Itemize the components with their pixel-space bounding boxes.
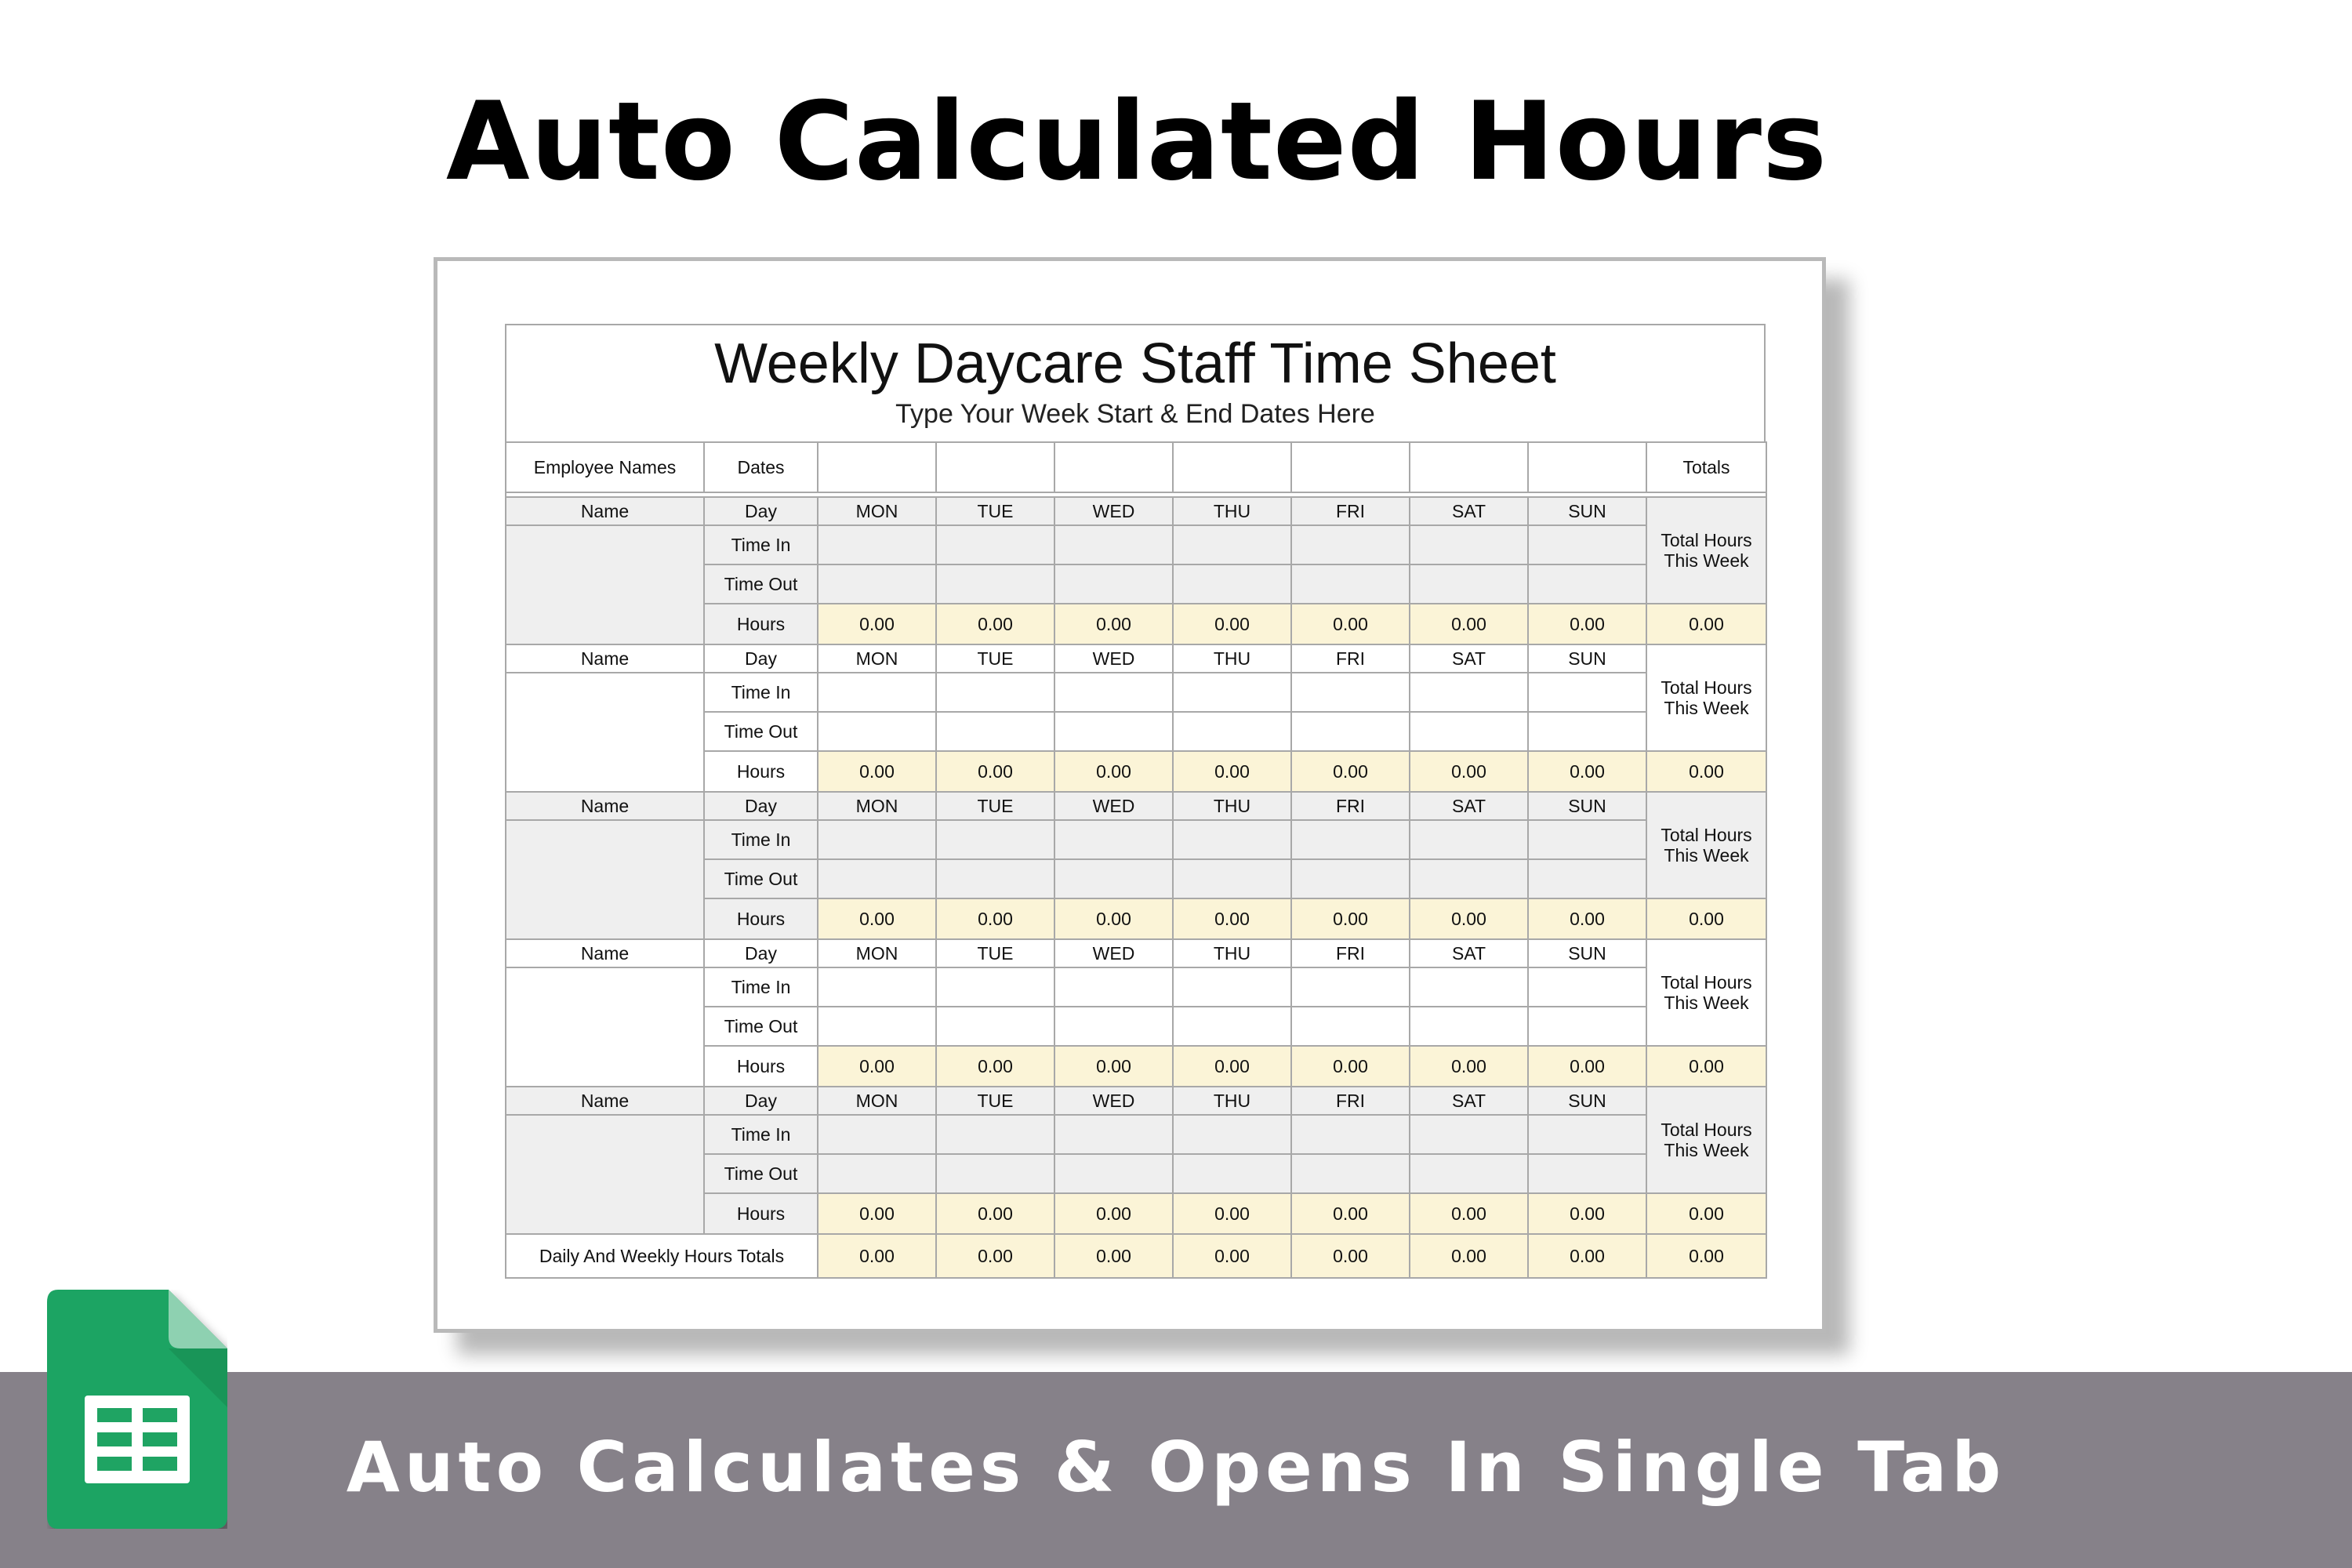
daily-total-wed: 0.00 (1054, 1234, 1173, 1278)
day-header-thu: THU (1173, 939, 1291, 967)
daily-total-sat: 0.00 (1410, 1234, 1528, 1278)
time-in-mon[interactable] (818, 1115, 936, 1154)
hours-wed: 0.00 (1054, 1046, 1173, 1087)
header-row (506, 442, 1766, 492)
time-in-mon[interactable] (818, 525, 936, 564)
time-out-mon[interactable] (818, 859, 936, 898)
time-in-mon[interactable] (818, 967, 936, 1007)
total-hours-label (1646, 1087, 1766, 1193)
time-in-thu[interactable] (1173, 820, 1291, 859)
time-out-sun[interactable] (1528, 712, 1646, 751)
date-input-tue[interactable] (936, 442, 1054, 492)
date-input-wed[interactable] (1054, 442, 1173, 492)
hours-wed: 0.00 (1054, 1193, 1173, 1234)
employee-name-input[interactable] (506, 1115, 704, 1234)
day-header-fri: FRI (1291, 644, 1410, 673)
date-input-sat[interactable] (1410, 442, 1528, 492)
total-hours-label (1646, 939, 1766, 1046)
day-header-fri: FRI (1291, 497, 1410, 525)
total-hours-label (1646, 792, 1766, 898)
totals-row (506, 1234, 1766, 1278)
day-header-fri: FRI (1291, 1087, 1410, 1115)
hours-thu: 0.00 (1173, 1046, 1291, 1087)
date-input-mon[interactable] (818, 442, 936, 492)
time-out-fri[interactable] (1291, 564, 1410, 604)
total-hours-label-line1: Total Hours (1661, 972, 1752, 993)
time-out-thu[interactable] (1173, 564, 1291, 604)
hours-thu: 0.00 (1173, 604, 1291, 644)
name-label: Name (506, 644, 704, 673)
day-header-sun: SUN (1528, 1087, 1646, 1115)
time-in-fri[interactable] (1291, 525, 1410, 564)
employee-name-input[interactable] (506, 673, 704, 792)
employee-name-input[interactable] (506, 820, 704, 939)
day-header-mon: MON (818, 792, 936, 820)
timesheet-table (505, 441, 1767, 1279)
time-out-tue[interactable] (936, 712, 1054, 751)
day-header-mon: MON (818, 939, 936, 967)
day-header-wed: WED (1054, 644, 1173, 673)
time-in-tue[interactable] (936, 820, 1054, 859)
time-in-label: Time In (704, 967, 818, 1007)
day-header-mon: MON (818, 497, 936, 525)
time-in-label: Time In (704, 525, 818, 564)
time-out-label: Time Out (704, 1154, 818, 1193)
daily-total-fri: 0.00 (1291, 1234, 1410, 1278)
hours-mon: 0.00 (818, 604, 936, 644)
employee-names-header: Employee Names (506, 442, 704, 492)
time-out-fri[interactable] (1291, 712, 1410, 751)
hours-fri: 0.00 (1291, 1193, 1410, 1234)
date-input-sun[interactable] (1528, 442, 1646, 492)
time-in-wed[interactable] (1054, 967, 1173, 1007)
hours-mon: 0.00 (818, 1046, 936, 1087)
hours-thu: 0.00 (1173, 898, 1291, 939)
name-label: Name (506, 1087, 704, 1115)
weekly-total: 0.00 (1646, 1046, 1766, 1087)
day-header-tue: TUE (936, 1087, 1054, 1115)
hours-wed: 0.00 (1054, 898, 1173, 939)
weekly-total: 0.00 (1646, 1193, 1766, 1234)
time-out-wed[interactable] (1054, 859, 1173, 898)
time-in-row (506, 967, 1766, 1007)
time-in-fri[interactable] (1291, 820, 1410, 859)
time-out-label: Time Out (704, 564, 818, 604)
hours-wed: 0.00 (1054, 604, 1173, 644)
day-header-thu: THU (1173, 497, 1291, 525)
time-in-sat[interactable] (1410, 967, 1528, 1007)
time-in-thu[interactable] (1173, 673, 1291, 712)
day-header-sun: SUN (1528, 939, 1646, 967)
hours-sun: 0.00 (1528, 898, 1646, 939)
total-hours-label-line2: This Week (1664, 993, 1749, 1013)
sheet-title-box (505, 324, 1766, 441)
time-in-fri[interactable] (1291, 1115, 1410, 1154)
time-out-label: Time Out (704, 859, 818, 898)
time-in-wed[interactable] (1054, 820, 1173, 859)
timesheet-preview (434, 257, 1826, 1333)
total-hours-label-line2: This Week (1664, 698, 1749, 718)
total-hours-label-line1: Total Hours (1661, 825, 1752, 845)
time-in-sun[interactable] (1528, 673, 1646, 712)
time-in-label: Time In (704, 673, 818, 712)
time-out-wed[interactable] (1054, 712, 1173, 751)
google-sheets-icon (47, 1290, 227, 1529)
time-out-sun[interactable] (1528, 859, 1646, 898)
day-row (506, 939, 1766, 967)
time-in-sun[interactable] (1528, 820, 1646, 859)
day-header-wed: WED (1054, 497, 1173, 525)
time-out-sat[interactable] (1410, 859, 1528, 898)
day-header-sun: SUN (1528, 497, 1646, 525)
time-in-thu[interactable] (1173, 1115, 1291, 1154)
day-header-tue: TUE (936, 644, 1054, 673)
daily-weekly-totals-label: Daily And Weekly Hours Totals (506, 1234, 818, 1278)
day-header-fri: FRI (1291, 792, 1410, 820)
time-out-fri[interactable] (1291, 1154, 1410, 1193)
time-in-tue[interactable] (936, 525, 1054, 564)
time-in-tue[interactable] (936, 1115, 1054, 1154)
hours-sun: 0.00 (1528, 604, 1646, 644)
day-header-tue: TUE (936, 497, 1054, 525)
day-row (506, 792, 1766, 820)
hours-tue: 0.00 (936, 898, 1054, 939)
time-in-wed[interactable] (1054, 1115, 1173, 1154)
hours-wed: 0.00 (1054, 751, 1173, 792)
hours-label: Hours (704, 604, 818, 644)
hours-mon: 0.00 (818, 898, 936, 939)
time-in-sat[interactable] (1410, 1115, 1528, 1154)
daily-total-thu: 0.00 (1173, 1234, 1291, 1278)
grand-total: 0.00 (1646, 1234, 1766, 1278)
hours-sat: 0.00 (1410, 604, 1528, 644)
time-in-label: Time In (704, 1115, 818, 1154)
day-row (506, 1087, 1766, 1115)
time-in-tue[interactable] (936, 967, 1054, 1007)
daily-total-tue: 0.00 (936, 1234, 1054, 1278)
hours-tue: 0.00 (936, 1193, 1054, 1234)
time-in-sun[interactable] (1528, 1115, 1646, 1154)
time-out-thu[interactable] (1173, 712, 1291, 751)
hours-fri: 0.00 (1291, 1046, 1410, 1087)
hours-label: Hours (704, 751, 818, 792)
day-header-wed: WED (1054, 792, 1173, 820)
total-hours-label-line1: Total Hours (1661, 1120, 1752, 1140)
time-out-sun[interactable] (1528, 564, 1646, 604)
time-in-mon[interactable] (818, 820, 936, 859)
time-out-thu[interactable] (1173, 859, 1291, 898)
time-in-thu[interactable] (1173, 967, 1291, 1007)
day-header-thu: THU (1173, 1087, 1291, 1115)
name-label: Name (506, 939, 704, 967)
hours-fri: 0.00 (1291, 751, 1410, 792)
time-out-label: Time Out (704, 712, 818, 751)
day-label: Day (704, 792, 818, 820)
time-out-sat[interactable] (1410, 1154, 1528, 1193)
time-out-wed[interactable] (1054, 564, 1173, 604)
time-out-mon[interactable] (818, 564, 936, 604)
hours-tue: 0.00 (936, 751, 1054, 792)
day-header-thu: THU (1173, 792, 1291, 820)
time-out-wed[interactable] (1054, 1154, 1173, 1193)
weekly-total: 0.00 (1646, 751, 1766, 792)
time-out-sat[interactable] (1410, 1007, 1528, 1046)
day-label: Day (704, 644, 818, 673)
date-input-thu[interactable] (1173, 442, 1291, 492)
dates-header: Dates (704, 442, 818, 492)
bottom-banner-text: Auto Calculates & Opens In Single Tab (346, 1427, 2006, 1508)
hours-label: Hours (704, 1193, 818, 1234)
time-in-sat[interactable] (1410, 820, 1528, 859)
time-out-wed[interactable] (1054, 1007, 1173, 1046)
time-out-tue[interactable] (936, 1154, 1054, 1193)
day-label: Day (704, 939, 818, 967)
total-hours-label (1646, 497, 1766, 604)
time-out-tue[interactable] (936, 859, 1054, 898)
daily-total-mon: 0.00 (818, 1234, 936, 1278)
hours-fri: 0.00 (1291, 604, 1410, 644)
time-in-wed[interactable] (1054, 673, 1173, 712)
total-hours-label (1646, 644, 1766, 751)
time-in-fri[interactable] (1291, 967, 1410, 1007)
day-header-fri: FRI (1291, 939, 1410, 967)
headline: Auto Calculated Hours (445, 78, 1828, 205)
day-header-sun: SUN (1528, 792, 1646, 820)
hours-thu: 0.00 (1173, 1193, 1291, 1234)
day-header-sat: SAT (1410, 792, 1528, 820)
time-out-thu[interactable] (1173, 1154, 1291, 1193)
hours-mon: 0.00 (818, 751, 936, 792)
time-in-tue[interactable] (936, 673, 1054, 712)
timesheet (505, 324, 1766, 1279)
time-in-row (506, 820, 1766, 859)
employee-name-input[interactable] (506, 967, 704, 1087)
day-header-wed: WED (1054, 1087, 1173, 1115)
time-out-label: Time Out (704, 1007, 818, 1046)
time-in-label: Time In (704, 820, 818, 859)
total-hours-label-line2: This Week (1664, 845, 1749, 866)
hours-fri: 0.00 (1291, 898, 1410, 939)
date-input-fri[interactable] (1291, 442, 1410, 492)
hours-thu: 0.00 (1173, 751, 1291, 792)
hours-label: Hours (704, 898, 818, 939)
name-label: Name (506, 792, 704, 820)
day-row (506, 644, 1766, 673)
time-out-tue[interactable] (936, 564, 1054, 604)
time-out-tue[interactable] (936, 1007, 1054, 1046)
day-header-sat: SAT (1410, 939, 1528, 967)
time-out-mon[interactable] (818, 1154, 936, 1193)
day-header-thu: THU (1173, 644, 1291, 673)
hours-mon: 0.00 (818, 1193, 936, 1234)
time-in-wed[interactable] (1054, 525, 1173, 564)
day-header-mon: MON (818, 644, 936, 673)
weekly-total: 0.00 (1646, 604, 1766, 644)
day-header-tue: TUE (936, 939, 1054, 967)
day-label: Day (704, 1087, 818, 1115)
totals-header: Totals (1646, 442, 1766, 492)
total-hours-label-line1: Total Hours (1661, 530, 1752, 550)
name-label: Name (506, 497, 704, 525)
day-header-mon: MON (818, 1087, 936, 1115)
hours-sat: 0.00 (1410, 751, 1528, 792)
day-row (506, 497, 1766, 525)
time-out-fri[interactable] (1291, 859, 1410, 898)
time-out-thu[interactable] (1173, 1007, 1291, 1046)
time-out-sun[interactable] (1528, 1007, 1646, 1046)
time-in-sun[interactable] (1528, 525, 1646, 564)
total-hours-label-line2: This Week (1664, 550, 1749, 571)
hours-sun: 0.00 (1528, 1193, 1646, 1234)
time-in-row (506, 1115, 1766, 1154)
time-in-sun[interactable] (1528, 967, 1646, 1007)
daily-total-sun: 0.00 (1528, 1234, 1646, 1278)
time-out-sat[interactable] (1410, 712, 1528, 751)
time-in-mon[interactable] (818, 673, 936, 712)
sheet-title: Weekly Daycare Staff Time Sheet (714, 332, 1556, 395)
hours-sat: 0.00 (1410, 1193, 1528, 1234)
weekly-total: 0.00 (1646, 898, 1766, 939)
hours-tue: 0.00 (936, 604, 1054, 644)
hours-sun: 0.00 (1528, 1046, 1646, 1087)
day-header-wed: WED (1054, 939, 1173, 967)
day-header-sat: SAT (1410, 497, 1528, 525)
time-out-fri[interactable] (1291, 1007, 1410, 1046)
time-in-row (506, 525, 1766, 564)
hours-sun: 0.00 (1528, 751, 1646, 792)
time-out-sat[interactable] (1410, 564, 1528, 604)
time-out-mon[interactable] (818, 1007, 936, 1046)
hours-tue: 0.00 (936, 1046, 1054, 1087)
time-in-row (506, 673, 1766, 712)
employee-name-input[interactable] (506, 525, 704, 644)
day-header-sat: SAT (1410, 644, 1528, 673)
time-in-sat[interactable] (1410, 525, 1528, 564)
day-header-sat: SAT (1410, 1087, 1528, 1115)
time-out-sun[interactable] (1528, 1154, 1646, 1193)
day-label: Day (704, 497, 818, 525)
hours-label: Hours (704, 1046, 818, 1087)
time-in-thu[interactable] (1173, 525, 1291, 564)
hours-sat: 0.00 (1410, 898, 1528, 939)
sheet-subtitle[interactable]: Type Your Week Start & End Dates Here (895, 399, 1375, 429)
total-hours-label-line2: This Week (1664, 1140, 1749, 1160)
total-hours-label-line1: Total Hours (1661, 677, 1752, 698)
time-in-sat[interactable] (1410, 673, 1528, 712)
time-in-fri[interactable] (1291, 673, 1410, 712)
hours-sat: 0.00 (1410, 1046, 1528, 1087)
day-header-tue: TUE (936, 792, 1054, 820)
time-out-mon[interactable] (818, 712, 936, 751)
day-header-sun: SUN (1528, 644, 1646, 673)
